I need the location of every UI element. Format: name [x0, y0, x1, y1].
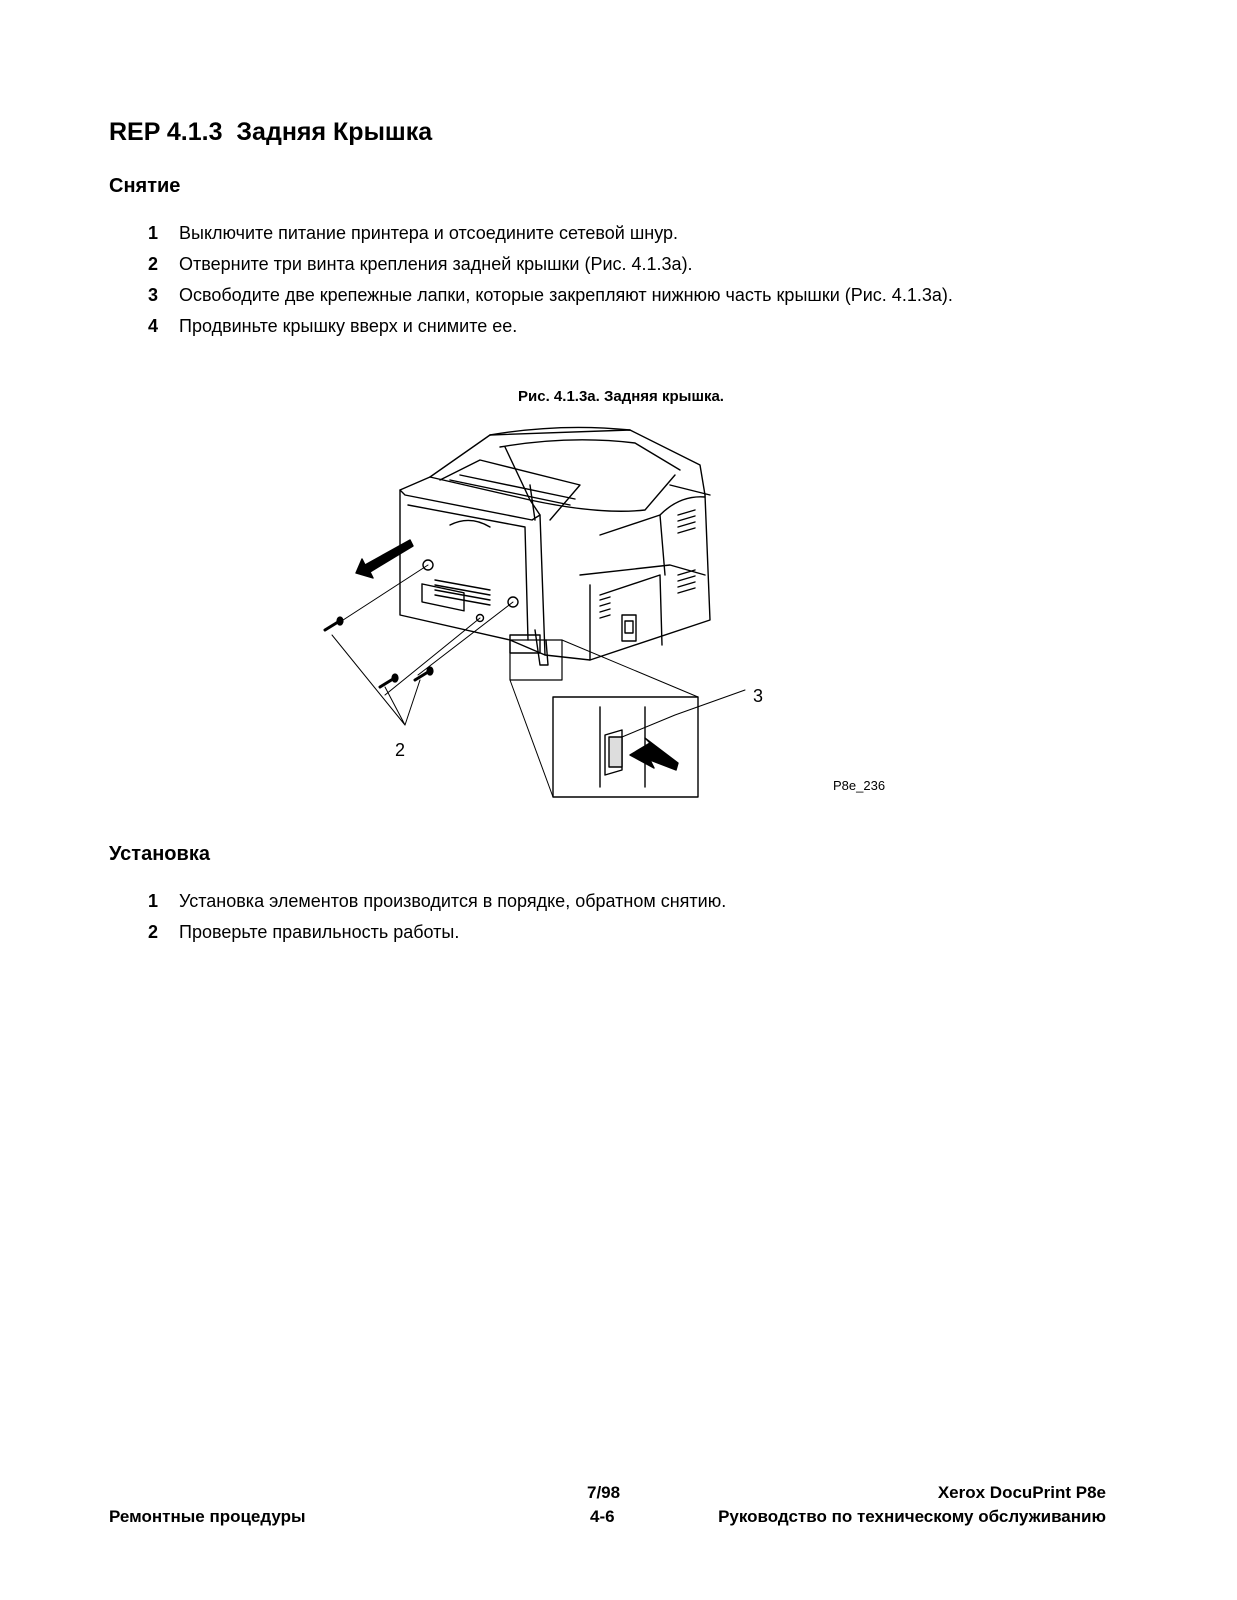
installation-step — [148, 888, 1048, 914]
installation-heading: Установка — [109, 843, 210, 865]
installation-steps — [148, 888, 1048, 950]
footer-page-number: 4-6 — [590, 1507, 615, 1526]
step-text: Продвиньте крышку вверх и снимите ее. — [179, 316, 518, 336]
footer-manual-title: Руководство по техническому обслуживанию — [718, 1507, 1106, 1526]
removal-step — [148, 251, 1048, 277]
rear-cover-figure — [300, 425, 920, 810]
removal-heading: Снятие — [109, 175, 181, 197]
step-number: 3 — [148, 285, 159, 305]
step-text: Отверните три винта крепления задней крышки (Рис. 4.1.3a). — [179, 254, 693, 274]
step-number: 2 — [148, 922, 159, 942]
step-number: 1 — [148, 223, 159, 243]
figure-ref-code: P8e_236 — [833, 778, 886, 793]
step-number: 4 — [148, 316, 159, 336]
printer-illustration — [325, 427, 745, 797]
step-text: Освободите две крепежные лапки, которые закрепляют нижнюю часть крышки (Рис. 4.1.3a). — [179, 285, 953, 305]
removal-steps — [148, 220, 1048, 344]
step-text: Установка элементов производится в порядке, обратном снятию. — [179, 891, 727, 911]
removal-step — [148, 220, 1048, 246]
footer-section: Ремонтные процедуры — [109, 1507, 306, 1526]
footer-product: Xerox DocuPrint P8e — [937, 1483, 1106, 1502]
removal-step — [148, 282, 989, 308]
callout-screws: 2 — [395, 740, 406, 760]
step-text: Проверьте правильность работы. — [179, 922, 460, 942]
step-text: Выключите питание принтера и отсоедините сетевой шнур. — [179, 223, 679, 243]
footer-date: 7/98 — [587, 1483, 621, 1502]
callout-tab: 3 — [753, 686, 764, 706]
step-number: 1 — [148, 891, 159, 911]
installation-step — [148, 919, 1048, 945]
page-title: REP 4.1.3 Задняя Крышка — [109, 118, 433, 146]
removal-step — [148, 313, 1048, 339]
figure-caption: Рис. 4.1.3a. Задняя крышка. — [518, 388, 724, 405]
step-number: 2 — [148, 254, 159, 274]
